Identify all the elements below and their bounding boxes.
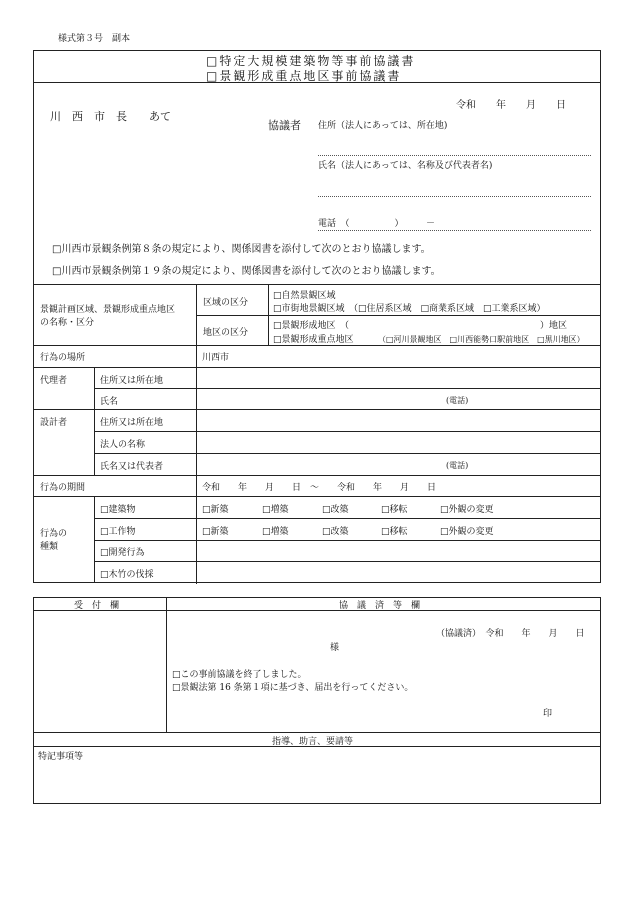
period-label: 行為の期間 [40,483,86,493]
agent-name-label: 氏名 [100,397,119,407]
designer-label: 設計者 [40,418,68,428]
period-bottom-line [33,496,601,497]
address-label: 住所（法人にあっては、所在地) [318,121,448,131]
zone-label: 区域の区分 [203,298,249,308]
clause-19-checkbox[interactable]: □川西市景観条例第１９条の規定により、関係図書を添付して次のとおり協議します。 [52,266,441,277]
agent-address-label: 住所又は所在地 [100,376,164,386]
structure-extend-checkbox[interactable]: □増築 [262,527,289,537]
agent-col-line [94,367,95,475]
logging-checkbox[interactable]: □木竹の伐採 [100,570,154,580]
completed-header: 協 議 済 等 欄 [339,601,421,611]
area-mid-line [196,315,601,316]
addressee: 川 西 市 長 あて [50,110,171,123]
period-value[interactable]: 令和 年 月 日 ～ 令和 年 月 日 [202,483,437,493]
activity-line-3 [94,561,601,562]
structure-relocate-checkbox[interactable]: □移転 [381,527,408,537]
area-col-line [196,284,197,584]
done-checkbox[interactable]: □この事前協議を終了しました。 [172,670,307,680]
area-top-line [33,284,601,285]
name-line[interactable] [318,196,591,197]
office-col-line [166,597,167,732]
agent-tel-label: (電話) [446,396,469,405]
structure-rebuild-checkbox[interactable]: □改築 [322,527,349,537]
completed-date[interactable]: （協議済） 令和 年 月 日 [436,629,585,639]
phone-label[interactable]: 電話 （ ） － [318,219,436,229]
activity-label-2: 種類 [40,542,59,552]
zone-natural-checkbox[interactable]: □自然景観区域 [273,291,336,301]
designer-line-1 [94,431,601,432]
area-label-1: 景観計画区域、景観形成重点地区 [40,305,176,315]
designer-bottom-line [33,475,601,476]
building-rebuild-checkbox[interactable]: □改築 [322,505,349,515]
title-line-2[interactable]: □景観形成重点地区事前協議書 [206,69,402,83]
title-line-1[interactable]: □特定大規模建築物等事前協議書 [206,54,416,68]
name-label: 氏名（法人にあっては、名称及び代表者名) [318,161,493,171]
clause-8-checkbox[interactable]: □川西市景観条例第８条の規定により、関係図書を添付して次のとおり協議します。 [52,244,431,255]
district-formation-checkbox[interactable]: □景観形成地区 （ [273,321,350,331]
structure-new-checkbox[interactable]: □新築 [202,527,229,537]
building-checkbox[interactable]: □建築物 [100,505,136,515]
agent-mid-line [94,388,601,389]
designer-line-2 [94,453,601,454]
address-line[interactable] [318,155,591,156]
structure-checkbox[interactable]: □工作物 [100,527,136,537]
zone-urban-checkbox[interactable]: □市街地景観区域 （□住居系区域 □商業系区域 □工業系区域） [273,304,546,314]
agent-bottom-line [33,409,601,410]
district-priority-checkbox[interactable]: □景観形成重点地区 [273,335,354,345]
submission-date[interactable]: 令和 年 月 日 [456,100,566,111]
location-label: 行為の場所 [40,353,86,363]
notification-checkbox[interactable]: □景観法第 16 条第１項に基づき、届出を行ってください。 [172,683,414,693]
activity-label-1: 行為の [40,529,68,539]
seal-mark: 印 [543,709,553,719]
building-new-checkbox[interactable]: □新築 [202,505,229,515]
location-value[interactable]: 川西市 [202,353,230,363]
district-label: 地区の区分 [203,328,249,338]
notes-label: 特記事項等 [38,752,84,762]
designer-corp-label: 法人の名称 [100,440,146,450]
building-appearance-checkbox[interactable]: □外観の変更 [440,505,494,515]
area-bottom-line [33,345,601,346]
location-bottom-line [33,367,601,368]
agent-label: 代理者 [40,376,68,386]
activity-line-1 [94,518,601,519]
structure-appearance-checkbox[interactable]: □外観の変更 [440,527,494,537]
office-guidance-line [33,732,601,733]
area-label-2: の名称・区分 [40,318,95,328]
designer-address-label: 住所又は所在地 [100,418,164,428]
form-id: 様式第３号 副本 [58,34,131,44]
development-checkbox[interactable]: □開発行為 [100,548,145,558]
reception-header: 受 付 欄 [74,601,120,611]
consultant-label: 協議者 [268,119,301,132]
building-relocate-checkbox[interactable]: □移転 [381,505,408,515]
sama-label: 様 [330,643,340,653]
phone-line [318,230,591,231]
district-formation-suffix: ）地区 [540,321,568,331]
building-extend-checkbox[interactable]: □増築 [262,505,289,515]
designer-tel-label: (電話) [446,461,469,470]
designer-name-label: 氏名又は代表者 [100,462,164,472]
guidance-label: 指導、助言、要請等 [272,737,354,747]
district-priority-options[interactable]: （□河川景観地区 □川西能勢口駅前地区 □黒川地区） [378,335,585,344]
activity-line-2 [94,540,601,541]
